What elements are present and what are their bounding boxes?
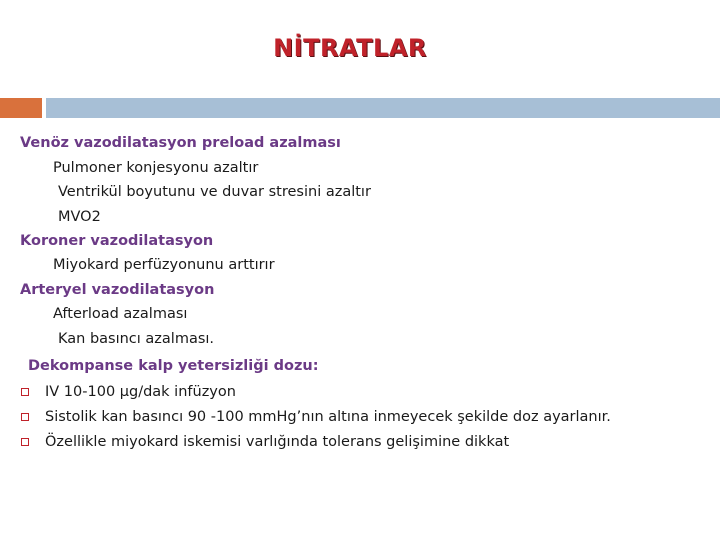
heading-coronary-vasodilation: Koroner vazodilatasyon xyxy=(20,233,214,249)
heading-arterial-vasodilation: Arteryel vazodilatasyon xyxy=(20,282,215,298)
text-ventricle-size: Ventrikül boyutunu ve duvar stresini azaltır xyxy=(58,184,371,200)
text-mvo2: MVO2 xyxy=(58,209,101,225)
text-blood-pressure: Kan basıncı azalması. xyxy=(58,331,215,347)
bullet-item: Sistolik kan basıncı 90 -100 mmHg’nın altına inmeyecek şekilde doz ayarlanır. xyxy=(45,409,611,425)
bullet-marker-icon xyxy=(21,388,29,396)
text-afterload: Afterload azalması xyxy=(53,306,188,322)
text-pulmonary-congestion: Pulmoner konjesyonu azaltır xyxy=(53,160,259,176)
heading-venous-vasodilation: Venöz vazodilatasyon preload azalması xyxy=(20,135,341,151)
bullet-marker-icon xyxy=(21,438,29,446)
slide-title: NİTRATLAR xyxy=(273,34,427,62)
bullet-item: Özellikle miyokard iskemisi varlığında tolerans gelişimine dikkat xyxy=(45,434,510,450)
heading-dose: Dekompanse kalp yetersizliği dozu: xyxy=(28,358,319,374)
accent-band-blue xyxy=(46,98,720,118)
bullet-item: IV 10-100 μg/dak infüzyon xyxy=(45,384,236,400)
text-myocardial-perfusion: Miyokard perfüzyonunu arttırır xyxy=(53,257,275,273)
accent-band-orange xyxy=(0,98,42,118)
bullet-marker-icon xyxy=(21,413,29,421)
